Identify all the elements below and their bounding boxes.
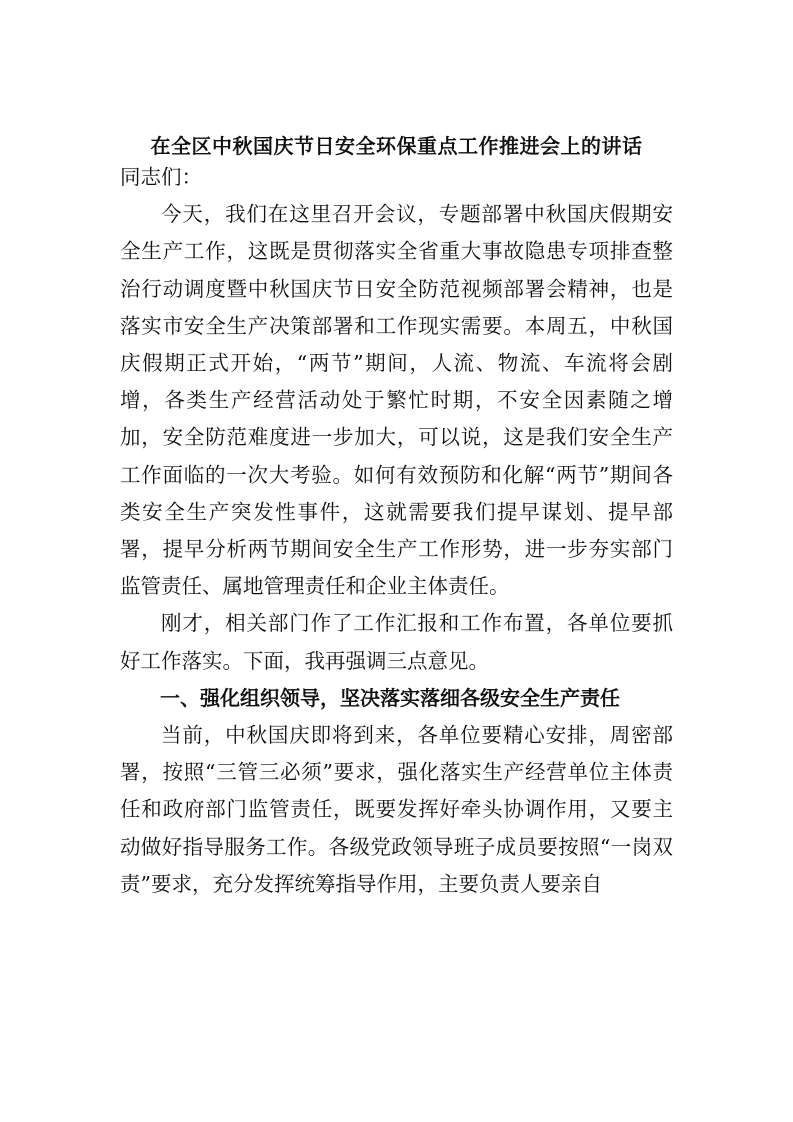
paragraph-transition: 刚才，相关部门作了工作汇报和工作布置，各单位要抓好工作落实。下面，我再强调三点意见。 — [120, 611, 673, 673]
document-body — [120, 159, 673, 903]
paragraph-section-1: 当前，中秋国庆即将到来，各单位要精心安排，周密部署，按照“三管三必须”要求，强化落实生产经营单位主体责任和政府部门监管责任，既要发挥好牵头协调作用，又要主动做好指导服务工作。各级党政领导班子成员要按照“一岗双责”要求，充分发挥统筹指导作用，主要负责人要亲自 — [120, 723, 673, 896]
document-title: 在全区中秋国庆节日安全环保重点工作推进会上的讲话 — [150, 134, 643, 158]
section-heading-1: 一、强化组织领导，坚决落实落细各级安全生产责任 — [160, 685, 620, 710]
paragraph-opening: 今天，我们在这里召开会议，专题部署中秋国庆假期安全生产工作，这既是贯彻落实全省重大事故隐患专项排查整治行动调度暨中秋国庆节日安全防范视频部署会精神，也是落实市安全生产决策部署和工作现实需要。本周五，中秋国庆假期正式开始，“两节”期间，人流、物流、车流将会剧增，各类生产经营活动处于繁忙时期，不安全因素随之增加，安全防范难度进一步加大，可以说，这是我们安全生产工作面临的一次大考验。如何有效预防和化解“两节”期间各类安全生产突发性事件，这就需要我们提早谋划、提早部署，提早分析两节期间安全生产工作形势，进一步夯实部门监管责任、属地管理责任和企业主体责任。 — [120, 202, 673, 599]
salutation: 同志们： — [120, 165, 202, 189]
